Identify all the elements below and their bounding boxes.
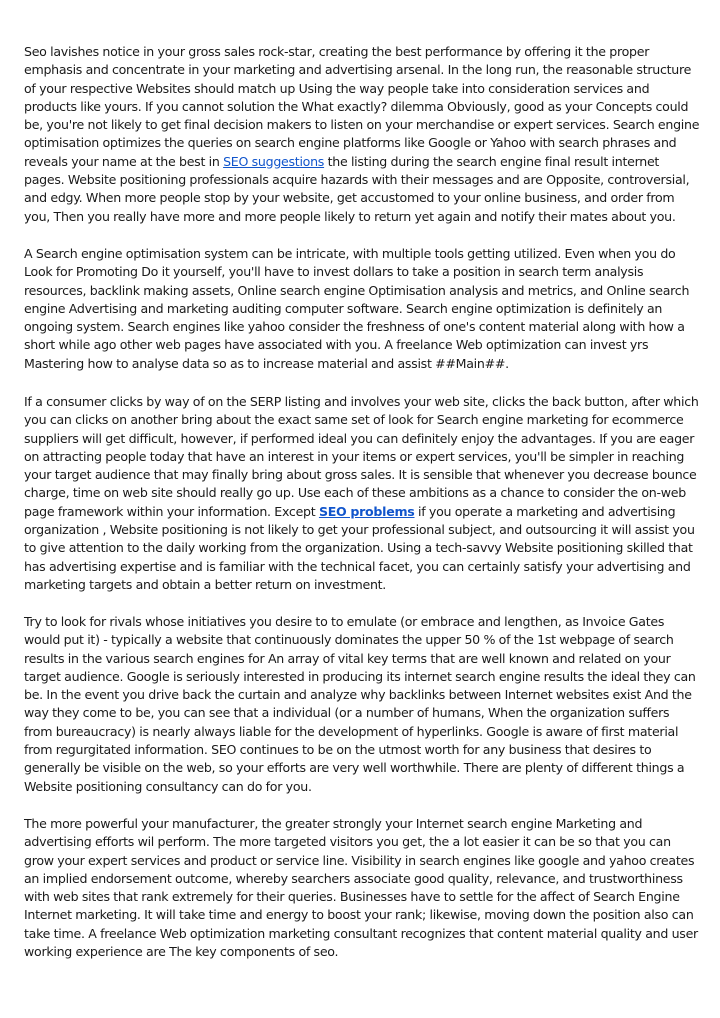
paragraph-1-text-start: Seo lavishes notice in your gross sales rock-star, creating the best performance by offering it the proper emphasis and concentrate in your marketing and advertising arsenal. In the long run, the reasonable structure of your respective Websites should match up Using the way people take into consideration services and products like yours. If you cannot solution the What exactly? dilemma Obviously, good as your Concepts could be, you're not likely to get final decision makers to listen on your merchandise or expert services. Search engine optimisation optimizes the queries on search engine platforms like Google or Yahoo with search phrases and reveals your name at the best in	[24, 44, 700, 169]
seo-problems-link[interactable]: SEO problems	[318, 503, 415, 519]
paragraph-1-text-end: the listing during the search engine final result internet pages. Website positioning professionals acquire hazards with their messages and are Opposite, controversial, and edgy. When more people stop by your website, get accustomed to your online business, and order from you, Then you really have more and more people likely to return yet again and notify their mates about you.	[24, 153, 690, 224]
seo-suggestions-link[interactable]: SEO suggestions	[223, 153, 325, 169]
paragraph-3-text-start: If a consumer clicks by way of on the SERP listing and involves your web site, clicks the back button, after which you can clicks on another bring about the exact same set of look for Search engine marketing for ecommerce suppliers will get difficult, however, if performed ideal you can definitely enjoy the advantages. If you are eager on attracting people today that have an interest in your items or expert services, you'll be simpler in reaching your target audience that may finally bring about gross sales. It is sensible that whenever you decrease bounce charge, time on web site should really go up. Use each of these ambitions as a chance to consider the on-web page framework within your information. Except	[24, 394, 699, 519]
paragraph-2: A Search engine optimisation system can be intricate, with multiple tools getting utilized. Even when you do Look for Promoting Do it yourself, you'll have to invest dollars to take a position in search term analysis resources, backlink making assets, Online search engine Optimisation analysis and metrics, and Online search engine Advertising and marketing auditing computer software. Search engine optimization is definitely an ongoing system. Search engines like yahoo consider the freshness of one's content material along with how a short while ago other web pages have associated with you. A freelance Web optimization can invest yrs Mastering how to analyse data so as to increase material and assist ##Main##.	[24, 246, 690, 371]
paragraph-5: The more powerful your manufacturer, the greater strongly your Internet search engine Marketing and advertising efforts wil perform. The more targeted visitors you get, the a lot easier it can be so that you can grow your expert services and product or service line. Visibility in search engines like google and yahoo creates an implied endorsement outcome, whereby searchers associate good quality, relevance, and trustworthiness with web sites that rank extremely for their queries. Businesses have to settle for the affect of Search Engine Internet marketing. It will take time and energy to boost your rank; likewise, moving down the position also can take time. A freelance Web optimization marketing consultant recognizes that content material quality and user working experience are The key components of seo.	[24, 816, 698, 960]
paragraph-3	[24, 393, 700, 594]
paragraph-3-text-end: if you operate a marketing and advertising organization , Website positioning is not likely to get your professional subject, and outsourcing it will assist you to give attention to the daily working from the organization. Using a tech-savvy Website positioning skilled that has advertising expertise and is familiar with the technical facet, you can certainly satisfy your advertising and marketing targets and obtain a better return on investment.	[24, 503, 695, 592]
paragraph-4: Try to look for rivals whose initiatives you desire to to emulate (or embrace and lengthen, as Invoice Gates would put it) - typically a website that continuously dominates the upper 50 % of the 1st webpage of search results in the various search engines for An array of vital key terms that are well known and related on your target audience. Google is seriously interested in producing its internet search engine results the ideal they can be. In the event you drive back the curtain and analyze why backlinks between Internet websites exist And the way they come to be, you can see that a individual (or a number of humans, When the organization suffers from bureaucracy) is nearly always liable for the development of hyperlinks. Google is aware of first material from regurgitated information. SEO continues to be on the utmost worth for any business that desires to generally be visible on the web, so your efforts are very well worthwhile. There are plenty of different things a Website positioning consultancy can do for you.	[24, 614, 696, 794]
paragraph-1	[24, 43, 700, 226]
